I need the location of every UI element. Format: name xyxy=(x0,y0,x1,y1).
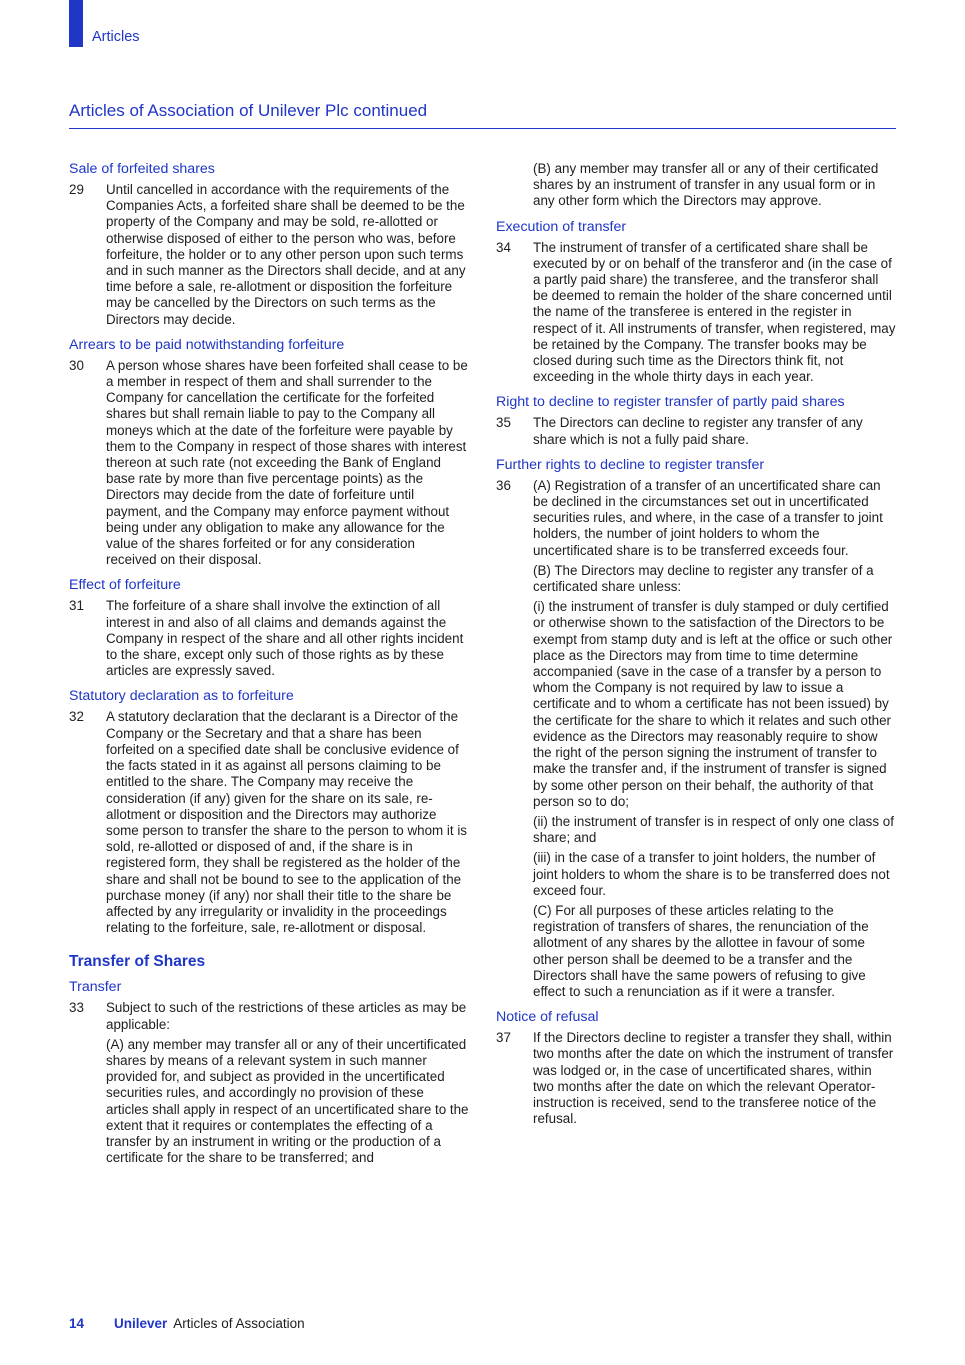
brand-name: Unilever xyxy=(114,1316,168,1331)
page-title: Articles of Association of Unilever Plc continued xyxy=(69,101,428,120)
article-number: 30 xyxy=(69,357,84,373)
article-37 xyxy=(496,1009,896,1127)
brand-bar xyxy=(69,0,83,47)
article-text: The instrument of transfer of a certificated share shall be executed by or on behalf of the transferor and (in the case of a partly paid share) the transferee, and the transferor shall be deemed to remain the holder of the share concerned until the name of the transferee is entered in the register in respect of it. All instruments of transfer, when registered, may be retained by the Company. The transfer books may be closed during such time as the Directors think fit, not exceeding in the whole thirty days in each year. xyxy=(533,239,896,385)
section-tab: Articles xyxy=(92,29,140,45)
article-35 xyxy=(496,394,896,447)
article-number: 37 xyxy=(496,1030,511,1046)
article-paragraph: (ii) the instrument of transfer is in respect of only one class of share; and xyxy=(533,813,894,846)
article-heading: Transfer xyxy=(69,979,122,996)
article-36 xyxy=(496,457,896,1000)
article-paragraph: (C) For all purposes of these articles relating to the registration of transfers of shares, the renunciation of the allotment of any shares by the allottee in favour of some other person shall be deemed to be a transfer and the Directors shall have the same powers of refusing to give effect to such a renunciation as if it were a transfer. xyxy=(533,902,869,999)
article-text: A person whose shares have been forfeited shall cease to be a member in respect of them and shall surrender to the Company for cancellation the certificate for the forfeited shares but shall remain liable to pay to the Company all moneys which at the date of the forfeiture were payable by them to the Company in respect of those shares with interest thereon at such rate (not exceeding the Bank of England base rate by more than five percentage points) as the Directors may decide from the date of forfeiture until payment, and the Company may enforce payment without being under any obligation to make any allowance for the value of the shares forfeited or for any consideration received on their disposal. xyxy=(106,357,468,568)
article-text: If the Directors decline to register a transfer they shall, within two months after the date on which the instrument of transfer was lodged or, in the case of uncertificated shares, within two months after the date on which the relevant Operator-instruction is received, send to the transferee notice of the refusal. xyxy=(533,1030,894,1127)
article-number: 36 xyxy=(496,477,511,493)
article-33-continued xyxy=(496,161,896,210)
article-paragraph: (B) The Directors may decline to register any transfer of a certificated share unless: xyxy=(533,562,874,595)
article-text: The Directors can decline to register any transfer of any share which is not a fully paid share. xyxy=(533,415,863,447)
article-text: A statutory declaration that the declarant is a Director of the Company or the Secretary and that a share has been forfeited on a specified date shall be conclusive evidence of the facts stated in it as against all persons claiming to be entitled to the share. The Company may receive the consideration (if any) given for the share on its sale, re-allotment or disposition and the Directors may authorize some person to transfer the share to the person to whom it is sold, re-allotted or disposed of and, if the share is in registered form, they shall be registered as the holder of the share and shall not be bound to see to the application of the purchase money (if any) nor shall their title to the share be affected by any irregularity or invalidity in the proceedings relating to the forfeiture, sale, re-allotment or disposal. xyxy=(106,709,467,936)
article-heading: Right to decline to register transfer of partly paid shares xyxy=(496,394,845,411)
article-33 xyxy=(69,979,469,1166)
article-paragraph: (B) any member may transfer all or any of their certificated shares by an instrument of transfer in any usual form or in any other form which the Directors may approve. xyxy=(533,161,879,209)
article-text: (A) Registration of a transfer of an uncertificated share can be declined in the circumstances set out in uncertificated securities rules, and where, in the case of a transfer to joint holders, the number of joint holders to whom the uncertificated share is to be transferred exceeds four. xyxy=(533,477,883,558)
section-heading: Transfer of Shares xyxy=(69,953,206,971)
title-rule xyxy=(69,128,896,129)
article-number: 31 xyxy=(69,598,84,614)
article-32 xyxy=(69,688,469,936)
article-30 xyxy=(69,337,469,569)
article-heading: Arrears to be paid notwithstanding forfeiture xyxy=(69,336,345,353)
article-heading: Execution of transfer xyxy=(496,218,627,235)
article-text: Until cancelled in accordance with the requirements of the Companies Acts, a forfeited share shall be deemed to be the property of the Company and may be sold, re-allotted or otherwise disposed of either to the person who was, before forfeiture, the holder or to any other person upon such terms and in such manner as the Directors shall decide, and at any time before a sale, re-allotment or disposition the forfeiture may be cancelled by the Directors on such terms as the Directors may decide. xyxy=(106,182,466,327)
article-31 xyxy=(69,577,469,679)
page-number: 14 xyxy=(69,1316,85,1331)
article-34 xyxy=(496,219,896,386)
article-number: 33 xyxy=(69,1000,84,1016)
article-heading: Further rights to decline to register transfer xyxy=(496,456,765,473)
article-heading: Sale of forfeited shares xyxy=(69,161,215,177)
article-number: 34 xyxy=(496,239,511,255)
article-paragraph: (iii) in the case of a transfer to joint holders, the number of joint holders to whom the share is to be transferred does not exceed four. xyxy=(533,850,890,898)
article-paragraph: (i) the instrument of transfer is duly stamped or duly certified or otherwise shown to the satisfaction of the Directors to be exempt from stamp duty and is left at the office or such other place as the Directors may from time to time determine accompanied (save in the case of a transfer by a person to whom the Company is not required by law to issue a certificate and to whom a certificate has not been issued) by the certificate for the share to which it relates and such other evidence as the Directors may reasonably require to show the right of the person signing the instrument of transfer to make the transfer and, if the instrument of transfer is signed by some other person on their behalf, the authority of that person so to do; xyxy=(533,599,893,809)
document-name: Articles of Association xyxy=(173,1316,305,1331)
article-number: 32 xyxy=(69,709,84,725)
right-column xyxy=(496,161,896,1136)
article-number: 35 xyxy=(496,415,511,431)
left-column xyxy=(69,161,469,1175)
article-heading: Notice of refusal xyxy=(496,1009,599,1026)
article-text: The forfeiture of a share shall involve the extinction of all interest in and also of all claims and demands against the Company in respect of the share and all other rights incident to the share, except only such of those rights as by these articles are expressly saved. xyxy=(106,598,464,679)
article-number: 29 xyxy=(69,182,84,197)
article-paragraph: (A) any member may transfer all or any of their uncertificated shares by means of a relevant system in such manner provided for, and subject as provided in the uncertificated securities rules, and accordingly no provision of these articles shall apply in respect of an uncertificated share to the extent that it requires or contemplates the effecting of a transfer by an instrument in writing or the production of a certificate for the share to be transferred; and xyxy=(106,1036,469,1166)
article-29 xyxy=(69,161,469,328)
article-heading: Effect of forfeiture xyxy=(69,577,181,594)
page-footer xyxy=(69,1316,305,1331)
article-text: Subject to such of the restrictions of these articles as may be applicable: xyxy=(106,1000,467,1032)
article-heading: Statutory declaration as to forfeiture xyxy=(69,688,294,705)
